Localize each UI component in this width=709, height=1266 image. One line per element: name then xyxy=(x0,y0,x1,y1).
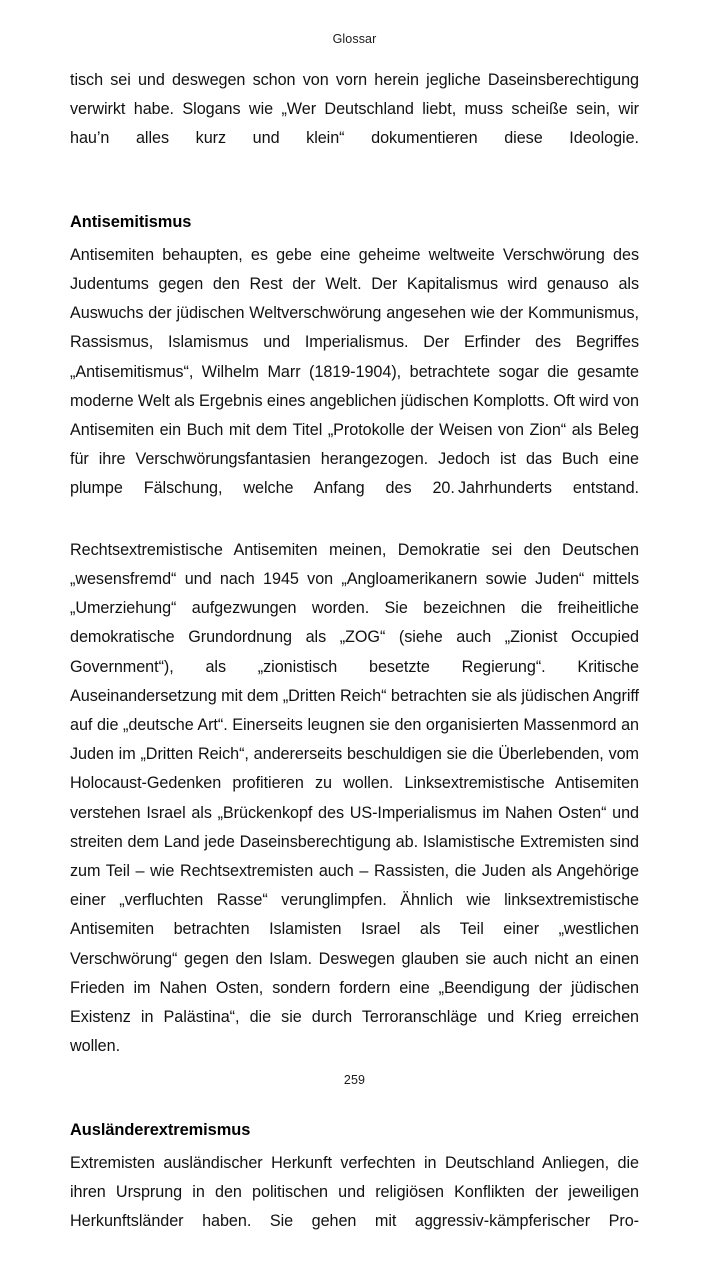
section-heading-antisemitismus: Antisemitismus xyxy=(70,212,192,231)
running-head: Glossar xyxy=(332,32,377,46)
section-heading-auslaenderextremismus: Ausländerextremismus xyxy=(70,1120,251,1139)
section-paragraph: Antisemiten behaupten, es gebe eine geheime weltweite Verschwörung des Judentums gegen den Rest der Welt. Der Kapitalismus wird genauso als Auswuchs der jüdischen Weltverschwörung angesehen wie der Kommunismus, Rassismus, Islamismus und Imperialismus. Der Erfinder des Begriffes „Antisemitismus“, Wilhelm Marr (1819-1904), betrachtete sogar die gesamte moderne Welt als Ergebnis eines angeblichen jüdischen Komplotts. Oft wird von Antisemiten ein Buch mit dem Titel „Protokolle der Weisen von Zion“ als Beleg für ihre Verschwörungsfantasien herangezogen. Jedoch ist das Buch eine plumpe Fälschung, welche Anfang des 20. Jahrhunderts entstand. xyxy=(70,245,639,498)
section-paragraph: Extremisten ausländischer Herkunft verfechten in Deutschland Anliegen, die ihren Ursprung in den politischen und religiösen Konflikten der jeweiligen Herkunftsländer haben. Sie gehen mit aggressiv-kämpferischer Pro- xyxy=(70,1153,639,1231)
spacer xyxy=(70,1091,639,1116)
spacer xyxy=(70,183,639,208)
continued-paragraph: tisch sei und deswegen schon von vorn herein jegliche Daseinsberechtigung verwirkt habe. Slogans wie „Wer Deutschland liebt, muss scheiße sein, wir hau’n alles kurz und klein“ dokumentieren diese Ideologie. xyxy=(70,71,639,148)
section-paragraph: Rechtsextremistische Antisemiten meinen, Demokratie sei den Deutschen „wesensfremd“ und nach 1945 von „Angloamerikanern sowie Juden“ mittels „Umerziehung“ aufgezwungen worden. Sie bezeichnen die freiheitliche demokratische Grundordnung als „ZOG“ (siehe auch „Zionist Occupied Government“), als „zionistisch besetzte Regierung“. Kritische Auseinandersetzung mit dem „Dritten Reich“ betrachten sie als jüdischen Angriff auf die „deutsche Art“. Einerseits leugnen sie den organisierten Massenmord an Juden im „Dritten Reich“, andererseits beschuldigen sie die Überlebenden, vom Holocaust-Gedenken profitieren zu wollen. Linksextremistische Antisemiten verstehen Israel als „Brückenkopf des US-Imperialismus im Nahen Osten“ und streiten dem Land jede Daseinsberechtigung ab. Islamistische Extremisten sind zum Teil – wie Rechtsextremisten auch – Rassisten, die Juden als Angehörige einer „verfluchten Rasse“ verunglimpfen. Ähnlich wie linksextremistische Antisemiten betrachten Islamisten Israel als Teil einer „westlichen Verschwörung“ gegen den Islam. Deswegen glauben sie auch nicht an einen Frieden im Nahen Osten, sondern fordern eine „Beendigung der jüdischen Existenz in Palästina“, die sie durch Terroranschläge und Krieg erreichen wollen. xyxy=(70,540,639,1056)
page-number: 259 xyxy=(343,1073,366,1087)
